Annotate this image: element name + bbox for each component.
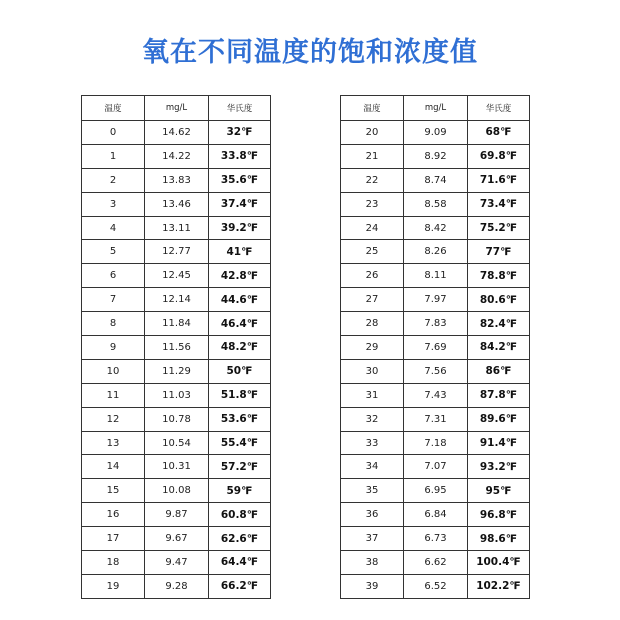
oxygen-table-left	[81, 95, 271, 599]
table-row	[82, 455, 271, 479]
cell-mgl: 9.28	[145, 574, 209, 598]
oxygen-table-right	[340, 95, 530, 599]
cell-fahrenheit: 55.4℉	[209, 431, 271, 455]
table-row	[341, 144, 530, 168]
table-row	[341, 240, 530, 264]
table-row	[82, 312, 271, 336]
table-row	[341, 264, 530, 288]
cell-celsius: 6	[82, 264, 145, 288]
cell-celsius: 14	[82, 455, 145, 479]
cell-mgl: 14.22	[145, 144, 209, 168]
cell-celsius: 23	[341, 192, 404, 216]
table-row	[82, 479, 271, 503]
table-row	[341, 503, 530, 527]
cell-celsius: 32	[341, 407, 404, 431]
cell-celsius: 26	[341, 264, 404, 288]
cell-mgl: 8.11	[404, 264, 468, 288]
cell-celsius: 17	[82, 527, 145, 551]
table-row	[341, 407, 530, 431]
table-row	[82, 216, 271, 240]
cell-celsius: 13	[82, 431, 145, 455]
cell-fahrenheit: 89.6℉	[468, 407, 530, 431]
cell-celsius: 1	[82, 144, 145, 168]
cell-celsius: 20	[341, 121, 404, 145]
cell-fahrenheit: 41℉	[209, 240, 271, 264]
cell-celsius: 10	[82, 359, 145, 383]
header-celsius: 温度	[82, 96, 145, 121]
table-row	[341, 336, 530, 360]
cell-celsius: 3	[82, 192, 145, 216]
cell-mgl: 13.83	[145, 168, 209, 192]
cell-fahrenheit: 39.2℉	[209, 216, 271, 240]
table-row	[341, 479, 530, 503]
cell-mgl: 10.78	[145, 407, 209, 431]
cell-mgl: 9.09	[404, 121, 468, 145]
cell-celsius: 36	[341, 503, 404, 527]
cell-mgl: 6.52	[404, 574, 468, 598]
cell-fahrenheit: 86℉	[468, 359, 530, 383]
header-mgl: mg/L	[145, 96, 209, 121]
cell-fahrenheit: 46.4℉	[209, 312, 271, 336]
cell-fahrenheit: 60.8℉	[209, 503, 271, 527]
cell-fahrenheit: 57.2℉	[209, 455, 271, 479]
cell-celsius: 34	[341, 455, 404, 479]
cell-fahrenheit: 51.8℉	[209, 383, 271, 407]
cell-mgl: 12.77	[145, 240, 209, 264]
cell-mgl: 14.62	[145, 121, 209, 145]
cell-celsius: 38	[341, 551, 404, 575]
cell-celsius: 0	[82, 121, 145, 145]
cell-mgl: 8.58	[404, 192, 468, 216]
cell-fahrenheit: 59℉	[209, 479, 271, 503]
cell-fahrenheit: 100.4℉	[468, 551, 530, 575]
cell-fahrenheit: 53.6℉	[209, 407, 271, 431]
table-row	[82, 336, 271, 360]
table-row	[82, 551, 271, 575]
table-row	[341, 551, 530, 575]
cell-fahrenheit: 42.8℉	[209, 264, 271, 288]
table-row	[341, 288, 530, 312]
table-row	[341, 216, 530, 240]
cell-fahrenheit: 82.4℉	[468, 312, 530, 336]
cell-fahrenheit: 62.6℉	[209, 527, 271, 551]
cell-celsius: 30	[341, 359, 404, 383]
cell-mgl: 9.47	[145, 551, 209, 575]
cell-mgl: 6.95	[404, 479, 468, 503]
table-row	[341, 431, 530, 455]
cell-mgl: 11.29	[145, 359, 209, 383]
cell-fahrenheit: 98.6℉	[468, 527, 530, 551]
table-row	[341, 168, 530, 192]
cell-celsius: 37	[341, 527, 404, 551]
cell-celsius: 22	[341, 168, 404, 192]
table-row	[341, 574, 530, 598]
cell-fahrenheit: 102.2℉	[468, 574, 530, 598]
table-row	[341, 192, 530, 216]
cell-mgl: 6.73	[404, 527, 468, 551]
cell-fahrenheit: 96.8℉	[468, 503, 530, 527]
cell-mgl: 8.92	[404, 144, 468, 168]
cell-celsius: 16	[82, 503, 145, 527]
cell-mgl: 13.46	[145, 192, 209, 216]
table-row	[82, 192, 271, 216]
cell-fahrenheit: 78.8℉	[468, 264, 530, 288]
cell-mgl: 11.56	[145, 336, 209, 360]
table-row	[82, 527, 271, 551]
cell-fahrenheit: 33.8℉	[209, 144, 271, 168]
table-row	[341, 383, 530, 407]
header-fahrenheit: 华氏度	[468, 96, 530, 121]
table-row	[82, 431, 271, 455]
cell-mgl: 7.07	[404, 455, 468, 479]
cell-fahrenheit: 87.8℉	[468, 383, 530, 407]
cell-celsius: 25	[341, 240, 404, 264]
cell-fahrenheit: 35.6℉	[209, 168, 271, 192]
cell-fahrenheit: 77℉	[468, 240, 530, 264]
table-header-row	[82, 96, 271, 121]
cell-fahrenheit: 50℉	[209, 359, 271, 383]
cell-celsius: 33	[341, 431, 404, 455]
cell-mgl: 8.26	[404, 240, 468, 264]
cell-mgl: 6.84	[404, 503, 468, 527]
cell-mgl: 11.03	[145, 383, 209, 407]
cell-mgl: 7.31	[404, 407, 468, 431]
cell-fahrenheit: 44.6℉	[209, 288, 271, 312]
header-celsius: 温度	[341, 96, 404, 121]
cell-mgl: 7.56	[404, 359, 468, 383]
cell-mgl: 8.42	[404, 216, 468, 240]
table-row	[82, 240, 271, 264]
page-title: 氧在不同温度的饱和浓度值	[142, 37, 478, 68]
cell-celsius: 9	[82, 336, 145, 360]
cell-mgl: 11.84	[145, 312, 209, 336]
cell-mgl: 7.69	[404, 336, 468, 360]
table-row	[341, 359, 530, 383]
cell-mgl: 7.43	[404, 383, 468, 407]
cell-mgl: 7.83	[404, 312, 468, 336]
cell-mgl: 12.45	[145, 264, 209, 288]
cell-fahrenheit: 37.4℉	[209, 192, 271, 216]
cell-mgl: 8.74	[404, 168, 468, 192]
table-row	[341, 312, 530, 336]
cell-celsius: 2	[82, 168, 145, 192]
cell-mgl: 10.31	[145, 455, 209, 479]
cell-mgl: 9.87	[145, 503, 209, 527]
cell-fahrenheit: 84.2℉	[468, 336, 530, 360]
table-row	[82, 144, 271, 168]
cell-celsius: 12	[82, 407, 145, 431]
cell-celsius: 28	[341, 312, 404, 336]
table-row	[82, 503, 271, 527]
cell-celsius: 29	[341, 336, 404, 360]
cell-fahrenheit: 69.8℉	[468, 144, 530, 168]
cell-fahrenheit: 64.4℉	[209, 551, 271, 575]
cell-fahrenheit: 32℉	[209, 121, 271, 145]
table-row	[82, 383, 271, 407]
cell-celsius: 7	[82, 288, 145, 312]
table-row	[82, 288, 271, 312]
cell-fahrenheit: 68℉	[468, 121, 530, 145]
cell-mgl: 7.97	[404, 288, 468, 312]
cell-celsius: 39	[341, 574, 404, 598]
cell-celsius: 11	[82, 383, 145, 407]
cell-celsius: 18	[82, 551, 145, 575]
table-row	[341, 527, 530, 551]
cell-mgl: 6.62	[404, 551, 468, 575]
cell-celsius: 19	[82, 574, 145, 598]
cell-mgl: 7.18	[404, 431, 468, 455]
cell-celsius: 31	[341, 383, 404, 407]
cell-celsius: 27	[341, 288, 404, 312]
table-row	[82, 407, 271, 431]
cell-fahrenheit: 80.6℉	[468, 288, 530, 312]
cell-fahrenheit: 91.4℉	[468, 431, 530, 455]
table-row	[82, 168, 271, 192]
cell-celsius: 8	[82, 312, 145, 336]
cell-mgl: 10.54	[145, 431, 209, 455]
table-row	[341, 121, 530, 145]
cell-mgl: 12.14	[145, 288, 209, 312]
cell-celsius: 24	[341, 216, 404, 240]
table-row	[82, 574, 271, 598]
cell-mgl: 13.11	[145, 216, 209, 240]
cell-celsius: 21	[341, 144, 404, 168]
cell-celsius: 5	[82, 240, 145, 264]
cell-fahrenheit: 71.6℉	[468, 168, 530, 192]
cell-celsius: 15	[82, 479, 145, 503]
cell-celsius: 35	[341, 479, 404, 503]
cell-fahrenheit: 93.2℉	[468, 455, 530, 479]
cell-fahrenheit: 73.4℉	[468, 192, 530, 216]
header-fahrenheit: 华氏度	[209, 96, 271, 121]
cell-fahrenheit: 75.2℉	[468, 216, 530, 240]
table-row	[82, 264, 271, 288]
cell-mgl: 9.67	[145, 527, 209, 551]
cell-fahrenheit: 66.2℉	[209, 574, 271, 598]
table-header-row	[341, 96, 530, 121]
cell-fahrenheit: 48.2℉	[209, 336, 271, 360]
table-row	[341, 455, 530, 479]
header-mgl: mg/L	[404, 96, 468, 121]
cell-celsius: 4	[82, 216, 145, 240]
table-row	[82, 121, 271, 145]
cell-mgl: 10.08	[145, 479, 209, 503]
table-row	[82, 359, 271, 383]
cell-fahrenheit: 95℉	[468, 479, 530, 503]
